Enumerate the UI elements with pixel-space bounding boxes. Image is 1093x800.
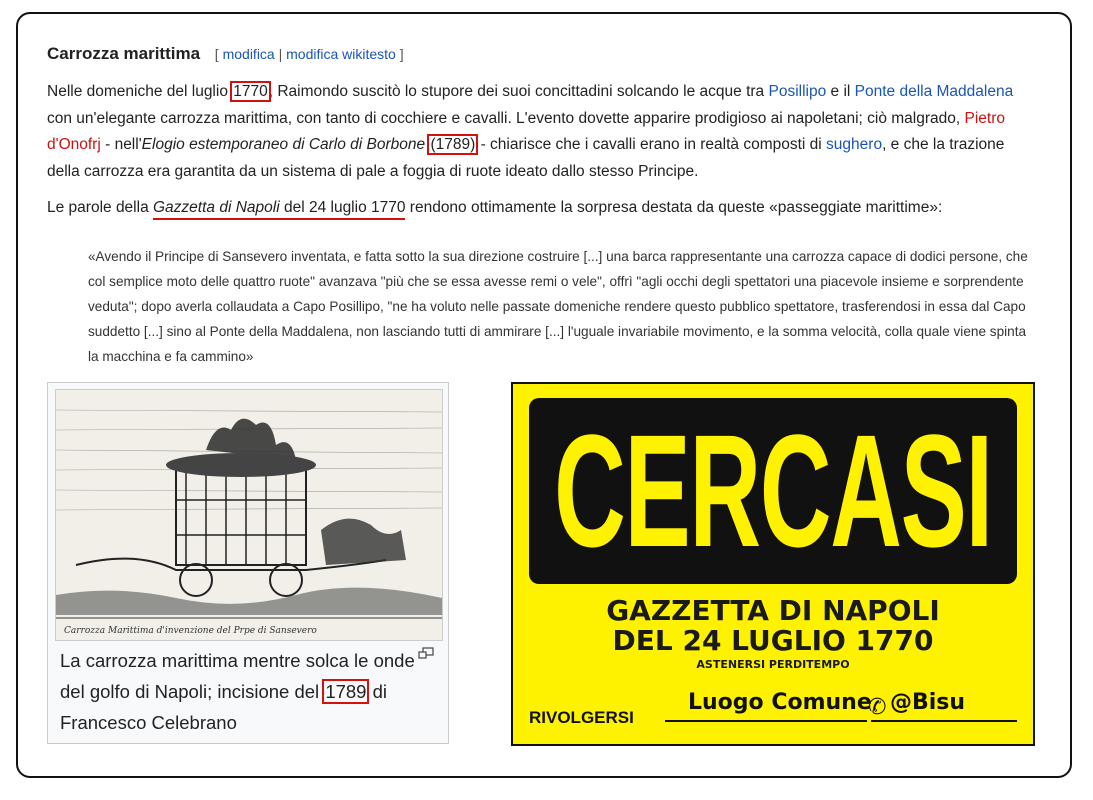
figure-caption: [60, 645, 420, 738]
section-heading: [47, 44, 404, 64]
engraving-inscription: Carrozza Marittima d'invenzione del Prpe di Sansevero: [64, 626, 317, 636]
text: , Raimondo suscitò lo stupore dei suoi concittadini solcando le acque tra: [268, 83, 769, 100]
poster-headline: CERCASI: [554, 401, 992, 580]
poster-line-1: GAZZETTA DI NAPOLI: [606, 594, 940, 627]
text: - nell': [100, 136, 142, 153]
fill-line-2: [871, 720, 1017, 722]
separator: |: [278, 46, 283, 62]
link-pietro-onofrj[interactable]: Pietro d'Onofrj: [47, 109, 1006, 153]
paragraph-1: [47, 79, 1037, 185]
text: Nelle domeniche del luglio: [47, 83, 233, 100]
text: , e che la trazione della carrozza era garantita da un sistema di pale a foggia di ruote ideato dallo stesso Principe.: [47, 136, 1005, 180]
edit-links: [215, 46, 404, 62]
text: La carrozza marittima mentre solca le onde del golfo di Napoli; incisione del: [60, 650, 415, 702]
year-1770-highlight: 1770: [233, 83, 268, 100]
phone-icon: ✆: [868, 694, 887, 719]
blockquote: «Avendo il Principe di Sansevero inventata, e fatta sotto la sua direzione costruire [...] una barca rappresentante una carrozza capace di dodici persone, che col semplice moto delle quattro ruote" avanzava "più che se essa avesse remi o vele", offrì "agli occhi degli spettatori una piacevole insieme e sorprendente veduta"; dopo averla collaudata a Capo Posillipo, "ne ha voluto nelle passate domeniche rendere questo pubblico spettatore, trasferendosi in essa dal Capo suddetto [...] sino al Ponte della Maddalena, non lasciando tutti di ammirare [...] l'uguale invariabile movimento, e la somma velocità, colla quale viene spinta la macchina e fa cammino»: [88, 249, 1028, 364]
link-sughero[interactable]: sughero: [826, 136, 883, 153]
bracket-close: ]: [399, 46, 404, 62]
magnify-clip-icon[interactable]: [418, 647, 434, 659]
contact-name: Luogo Comune: [688, 690, 872, 715]
wanted-poster: [511, 382, 1035, 746]
gazzetta-underlined: [153, 199, 405, 220]
edit-link[interactable]: modifica: [222, 46, 275, 62]
poster-line-2: DEL 24 LUGLIO 1770: [612, 624, 934, 657]
link-ponte-maddalena[interactable]: Ponte della Maddalena: [854, 83, 1014, 100]
edit-wikitext-link[interactable]: modifica wikitesto: [286, 46, 396, 62]
year-1789-highlight: (1789): [430, 136, 476, 153]
elogio-title: Elogio estemporaneo di Carlo di Borbone: [141, 136, 426, 153]
poster-line-3: ASTENERSI PERDITEMPO: [696, 658, 850, 671]
caption-year-highlight: 1789: [325, 681, 367, 702]
contact-handle: @Bisu: [890, 690, 966, 715]
text: - chiarisce che i cavalli erano in realtà composti di: [476, 136, 827, 153]
thumbnail-figure: [47, 382, 449, 744]
fill-line-1: [665, 720, 867, 722]
bracket-open: [: [214, 46, 219, 62]
paragraph-2: [47, 195, 1037, 222]
text: Le parole della: [47, 199, 153, 216]
rivolgersi-label: RIVOLGERSI: [529, 708, 634, 727]
text: con un'elegante carrozza marittima, con tanto di cocchiere e cavalli. L'evento dovette apparire prodigioso ai napoletani; ciò malgrado,: [47, 109, 965, 127]
link-posillipo[interactable]: Posillipo: [768, 83, 827, 100]
text: e il: [826, 83, 855, 100]
text: di Francesco Celebrano: [60, 681, 388, 733]
engraving-image[interactable]: [55, 389, 443, 641]
text: rendono ottimamente la sorpresa destata da queste «passeggiate marittime»:: [405, 199, 943, 216]
section-title: Carrozza marittima: [47, 44, 201, 63]
gazzetta-date: del 24 luglio 1770: [279, 199, 406, 216]
gazzetta-title: Gazzetta di Napoli: [153, 199, 280, 216]
